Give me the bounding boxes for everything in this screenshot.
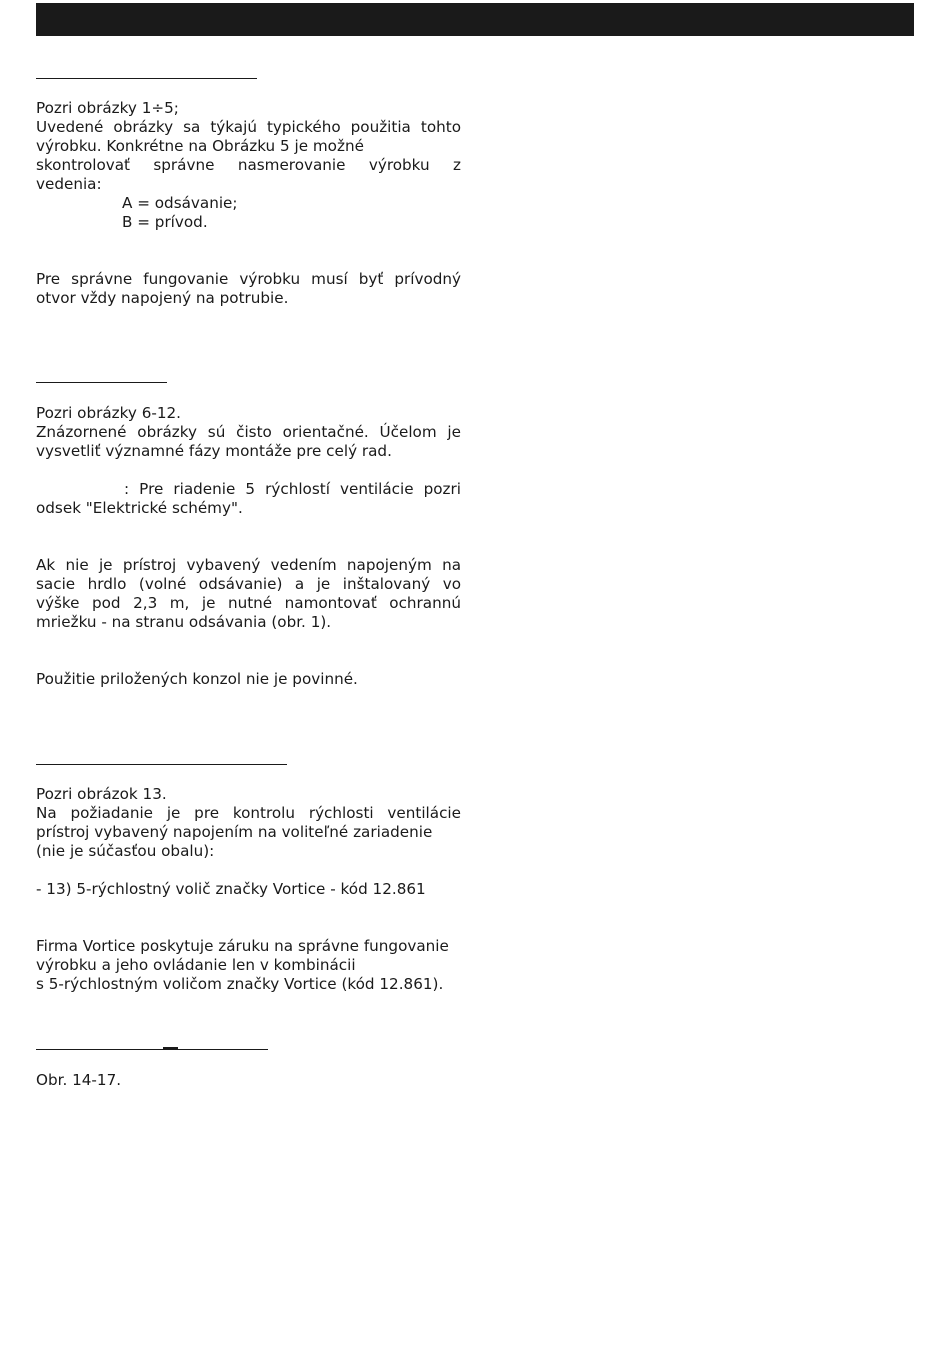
section-3-p1-line-3: (nie je súčasťou obalu): xyxy=(36,842,215,860)
section-2-p2-line-1: : Pre riadenie 5 rýchlostí ventilácie pozri xyxy=(124,480,461,498)
section-2-p1-line-2: vysvetliť významné fázy montáže pre celý rad. xyxy=(36,442,392,460)
section-3-text xyxy=(36,785,461,861)
section-3-figure-ref: Pozri obrázok 13. xyxy=(36,785,167,803)
section-2-p2-line-2: odsek "Elektrické schémy". xyxy=(36,499,243,517)
section-3-item xyxy=(36,880,461,899)
legend-b: B = prívod. xyxy=(122,213,208,231)
section-2-heading-rule xyxy=(36,382,167,383)
section-1-line-3: skontrolovať správne nasmerovanie výrobku z xyxy=(36,156,461,174)
section-1-text xyxy=(36,99,461,232)
selector-item: - 13) 5-rýchlostný volič značky Vortice - kód 12.861 xyxy=(36,880,426,898)
section-2-p1-line-1: Znázornené obrázky sú čisto orientačné. Účelom je xyxy=(36,423,461,441)
section-1-heading-rule xyxy=(36,78,257,79)
section-1-line-1: Uvedené obrázky sa týkajú typického použitia tohto xyxy=(36,118,461,136)
section-2-warning xyxy=(36,556,461,632)
section-2-p3-line-1: Ak nie je prístroj vybavený vedením napojeným na xyxy=(36,556,461,574)
section-3-warranty xyxy=(36,937,461,994)
section-4-figure-ref: Obr. 14-17. xyxy=(36,1071,122,1089)
section-1-figure-ref: Pozri obrázky 1÷5; xyxy=(36,99,179,117)
section-3-p1-line-2: prístroj vybavený napojením na voliteľné zariadenie xyxy=(36,823,433,841)
section-2-brackets-note xyxy=(36,670,461,689)
section-2-p4: Použitie priložených konzol nie je povinné. xyxy=(36,670,358,688)
section-3-p2-line-2: výrobku a jeho ovládanie len v kombinácii xyxy=(36,956,356,974)
section-2-figure-ref: Pozri obrázky 6-12. xyxy=(36,404,181,422)
section-1-note-line-1: Pre správne fungovanie výrobku musí byť prívodný xyxy=(36,270,461,288)
section-1-note-line-2: otvor vždy napojený na potrubie. xyxy=(36,289,289,307)
section-1-line-2: výrobku. Konkrétne na Obrázku 5 je možné xyxy=(36,137,364,155)
heading-dash-mark xyxy=(163,1047,178,1050)
section-4-text xyxy=(36,1071,461,1090)
section-3-p1-line-1: Na požiadanie je pre kontrolu rýchlosti ventilácie xyxy=(36,804,461,822)
section-1-note xyxy=(36,270,461,308)
section-1-line-4: vedenia: xyxy=(36,175,102,193)
section-4-heading-rule xyxy=(36,1049,268,1050)
section-3-heading-rule xyxy=(36,764,287,765)
section-2-text xyxy=(36,404,461,461)
section-3-p2-line-3: s 5-rýchlostným voličom značky Vortice (kód 12.861). xyxy=(36,975,444,993)
section-2-note xyxy=(36,480,461,518)
section-3-p2-line-1: Firma Vortice poskytuje záruku na správne fungovanie xyxy=(36,937,449,955)
legend-a: A = odsávanie; xyxy=(122,194,238,212)
section-2-p3-line-3: výške pod 2,3 m, je nutné namontovať ochrannú xyxy=(36,594,461,612)
section-2-p3-line-2: sacie hrdlo (volné odsávanie) a je inštalovaný vo xyxy=(36,575,461,593)
section-2-p3-line-4: mriežku - na stranu odsávania (obr. 1). xyxy=(36,613,332,631)
header-bar xyxy=(36,3,914,36)
